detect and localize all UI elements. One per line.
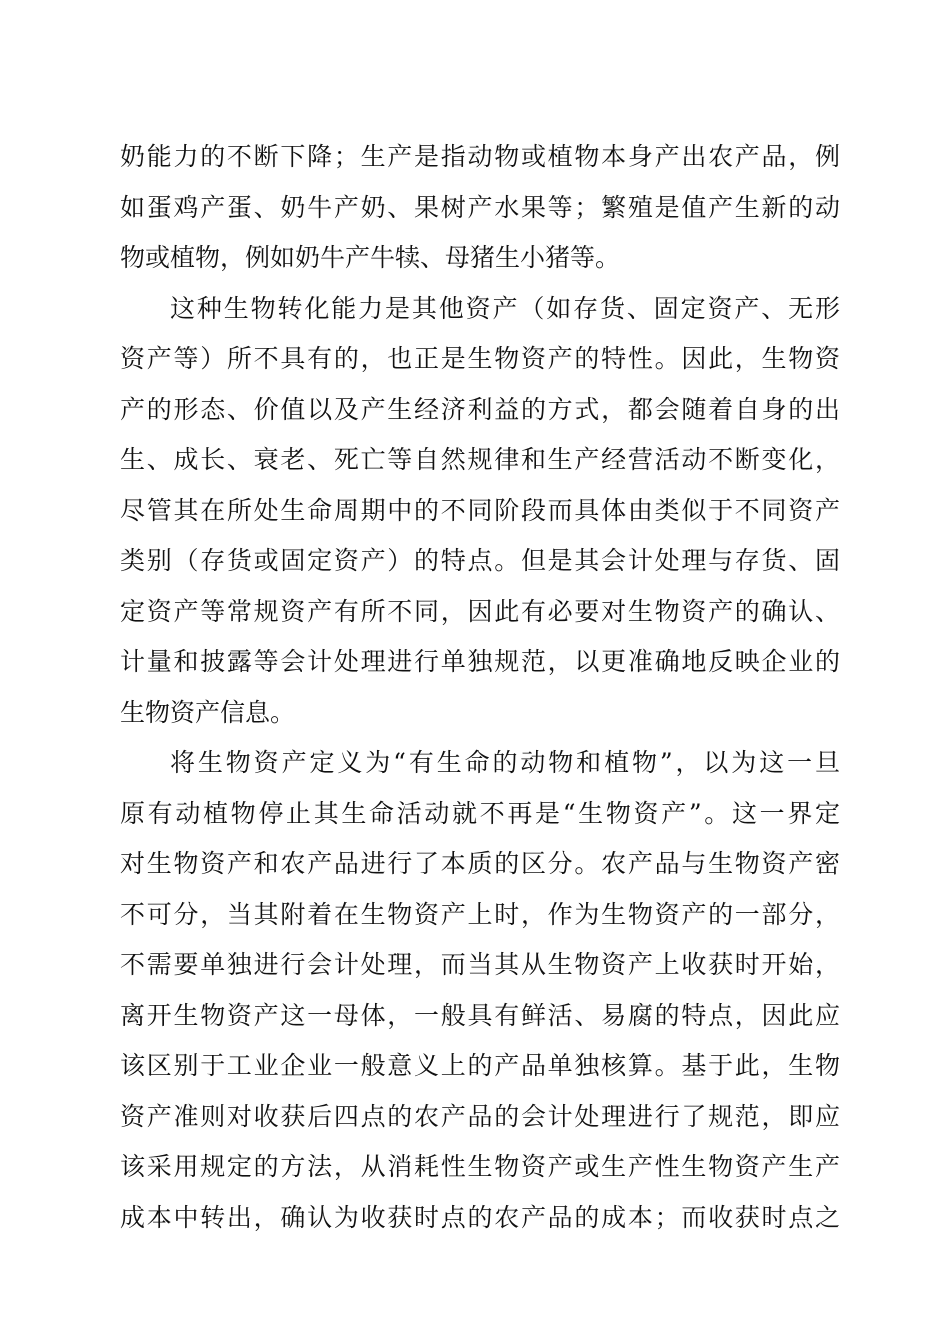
text-line: 生物资产信息。 [120, 697, 296, 727]
text-line: 产的形态、价值以及产生经济利益的方式，都会随着自身的出 [120, 394, 840, 424]
text-line: 资产准则对收获后四点的农产品的会计处理进行了规范，即应 [120, 1101, 840, 1131]
text-line: 不可分，当其附着在生物资产上时，作为生物资产的一部分， [120, 899, 840, 929]
paragraph-1 [120, 132, 840, 284]
text-line: 不需要单独进行会计处理，而当其从生物资产上收获时开始， [120, 950, 840, 979]
text-line: 该区别于工业企业一般意义上的产品单独核算。基于此，生物 [120, 1051, 840, 1080]
text-line: 类别（存货或固定资产）的特点。但是其会计处理与存货、固 [120, 546, 840, 575]
text-line: 原有动植物停止其生命活动就不再是“生物资产”。这一界定 [120, 798, 840, 828]
paragraph-2 [120, 284, 840, 739]
text-line: 离开生物资产这一母体，一般具有鲜活、易腐的特点，因此应 [120, 1000, 840, 1030]
text-line: 将生物资产定义为“有生命的动物和植物”，以为这一旦 [170, 748, 840, 777]
paragraph-3 [120, 738, 840, 1243]
body-text [120, 132, 840, 1243]
text-line: 资产等）所不具有的，也正是生物资产的特性。因此，生物资 [120, 344, 840, 373]
text-line: 生、成长、衰老、死亡等自然规律和生产经营活动不断变化， [120, 445, 840, 474]
text-line: 这种生物转化能力是其他资产（如存货、固定资产、无形 [170, 293, 840, 323]
text-line: 计量和披露等会计处理进行单独规范，以更准确地反映企业的 [120, 647, 840, 676]
text-line: 对生物资产和农产品进行了本质的区分。农产品与生物资产密 [120, 849, 840, 878]
text-line: 物或植物，例如奶牛产牛犊、母猪生小猪等。 [120, 243, 621, 272]
text-line: 尽管其在所处生命周期中的不同阶段而具体由类似于不同资产 [120, 495, 840, 525]
text-line: 奶能力的不断下降；生产是指动物或植物本身产出农产品，例 [120, 142, 840, 171]
text-line: 如蛋鸡产蛋、奶牛产奶、果树产水果等；繁殖是值产生新的动 [120, 192, 840, 222]
text-line: 该采用规定的方法，从消耗性生物资产或生产性生物资产生产 [120, 1152, 840, 1181]
text-line: 成本中转出，确认为收获时点的农产品的成本；而收获时点之 [120, 1202, 840, 1232]
text-line: 定资产等常规资产有所不同，因此有必要对生物资产的确认、 [120, 596, 840, 626]
